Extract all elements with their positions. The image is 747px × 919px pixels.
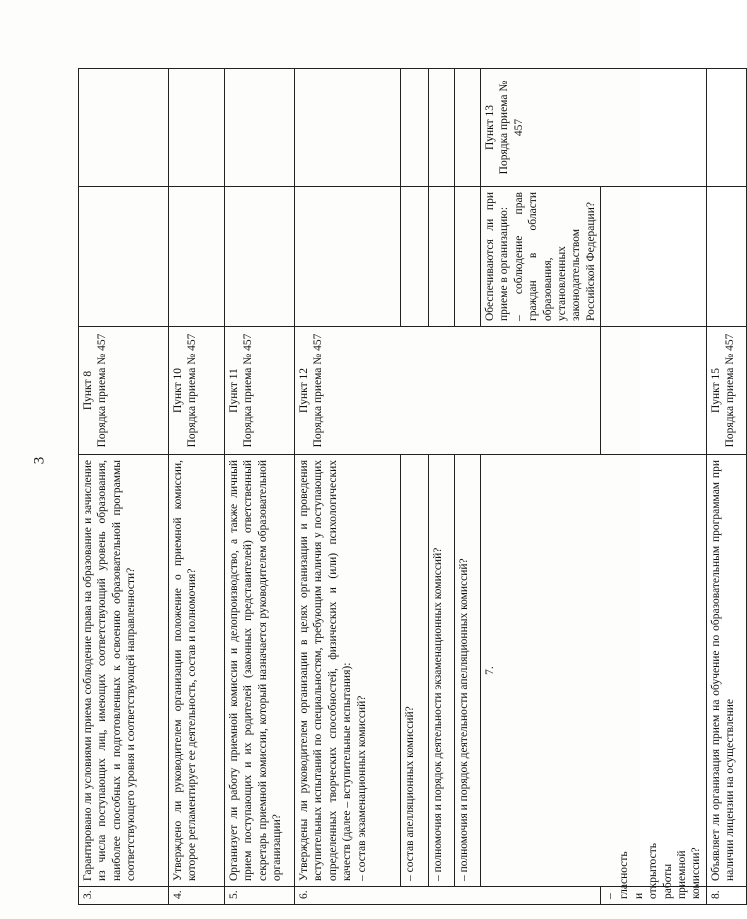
note-cell: [706, 69, 746, 187]
note-cell: [455, 69, 481, 187]
note-cell: [429, 69, 455, 187]
answer-cell: [295, 187, 401, 327]
legal-reference: [706, 327, 746, 455]
note-cell: [295, 69, 401, 187]
table-row: [79, 69, 169, 905]
answer-cell: [225, 187, 295, 327]
legal-reference: [169, 327, 225, 455]
reference-document: Порядка приема № 457: [242, 333, 255, 448]
requirement-subitem: – состав экзаменационных комиссий?: [355, 695, 368, 881]
note-cell: [401, 69, 429, 187]
requirement-subitem: – гласность и открытость работы приемной комиссии?: [601, 887, 707, 905]
legal-reference: [481, 69, 707, 187]
table-row: [706, 69, 746, 905]
answer-cell: [401, 187, 429, 327]
requirement-intro: Обеспечиваются ли при приеме в организацию:: [484, 192, 511, 321]
answer-cell: [169, 187, 225, 327]
row-number: 6.: [295, 887, 601, 905]
legal-reference: [79, 327, 169, 455]
note-cell: [169, 69, 225, 187]
checklist-table-rotated: [78, 69, 736, 905]
row-number: 5.: [225, 887, 295, 905]
requirement-subitem: – состав апелляционных комиссий?: [401, 455, 429, 887]
note-cell: [79, 69, 169, 187]
requirement-text: [295, 455, 401, 887]
requirement-text: Гарантировано ли условиями приема соблюдение права на образование и зачисление из числа поступающих лиц, имеющих соответствующий уровень образования, наиболее способных и подготовленных к освоению образовательной программы соответствующего уровня и соответствующей направленности?: [79, 455, 169, 887]
reference-document: Порядка приема № 457: [186, 333, 199, 448]
reference-clause: Пункт 10: [172, 367, 184, 414]
answer-cell: [706, 187, 746, 327]
reference-clause: Пункт 15: [709, 367, 722, 414]
reference-clause: Пункт 12: [298, 367, 310, 414]
note-cell: [225, 69, 295, 187]
reference-document: Порядка приема № 457: [96, 333, 109, 448]
requirement-text: Утверждено ли руководителем организации положение о приемной комиссии, которое регламентирует ее деятельность, состав и полномочия?: [169, 455, 225, 887]
answer-cell: [79, 187, 169, 327]
table-row: [455, 69, 481, 905]
page-number: 3: [31, 456, 48, 465]
table-row: [481, 69, 601, 905]
note-cell: [601, 187, 707, 327]
table-row: [295, 69, 401, 905]
requirement-subitem: – полномочия и порядок деятельности апелляционных комиссий?: [455, 455, 481, 887]
checklist-table: [78, 68, 747, 905]
table-row: [169, 69, 225, 905]
row-number: 8.: [706, 887, 746, 905]
reference-document: Порядка приема № 457: [498, 80, 525, 175]
reference-clause: Пункт 13: [484, 104, 496, 151]
answer-cell: [429, 187, 455, 327]
reference-clause: Пункт 8: [82, 370, 94, 411]
requirement-text: Объявляет ли организация прием на обучение по образовательным программам при наличии лицензии на осуществление: [706, 455, 746, 887]
reference-document: Порядка приема № 457: [312, 333, 325, 448]
requirement-subitem: – полномочия и порядок деятельности экзаменационных комиссий?: [429, 455, 455, 887]
row-number: 4.: [169, 887, 225, 905]
answer-cell: [455, 187, 481, 327]
requirement-intro: Утверждены ли руководителем организации в целях организации и проведения вступительных испытаний по специальностям, требующим наличия у поступающих определенных творческих способностей, физических и (или) психологических качеств (далее – вступительные испытания):: [298, 460, 354, 881]
legal-reference: [295, 327, 601, 455]
answer-cell: [601, 327, 707, 455]
requirement-text: [481, 187, 601, 327]
table-row: [225, 69, 295, 905]
legal-reference: [225, 327, 295, 455]
table-row: [401, 69, 429, 905]
reference-clause: Пункт 11: [228, 368, 240, 413]
reference-document: Порядка приема № 457: [724, 333, 736, 448]
table-row: [429, 69, 455, 905]
row-number: 3.: [79, 887, 169, 905]
requirement-subitem: – соблюдение прав граждан в области образования, установленных законодательством Российской Федерации?: [512, 192, 597, 321]
requirement-text: Организует ли работу приемной комиссии и делопроизводство, а также личный прием поступающих и их родителей (законных представителей) ответственный секретарь приемной комиссии, который назначается руководителем образовательной организации?: [225, 455, 295, 887]
row-number: 7.: [481, 455, 707, 887]
